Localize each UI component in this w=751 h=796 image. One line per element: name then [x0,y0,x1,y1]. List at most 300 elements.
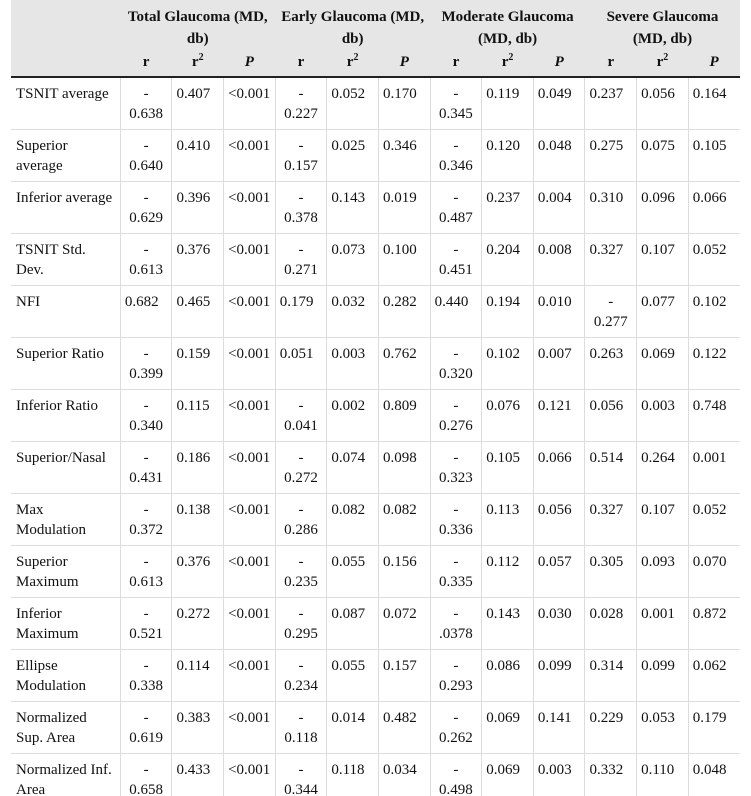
table-cell [275,442,327,494]
minus-sign: - [143,138,149,154]
table-cell: 0.003 [637,390,689,442]
minus-sign: - [298,86,304,102]
cell-magnitude: 0.286 [284,522,318,538]
table-cell: 0.052 [688,234,740,286]
cell-magnitude: 0.277 [593,314,628,330]
table-cell [430,182,482,234]
table-row [11,77,740,130]
row-label: Max Modulation [11,494,120,546]
table-cell [120,130,172,182]
table-cell [275,390,327,442]
minus-sign: - [143,242,149,258]
table-cell: 0.410 [172,130,224,182]
table-cell [430,130,482,182]
table-cell: 0.482 [378,702,430,754]
cell-magnitude: 0.271 [284,262,318,278]
table-cell: 0.272 [172,598,224,650]
row-label: TSNIT average [11,77,120,130]
table-cell: 0.056 [585,390,637,442]
table-cell [275,754,327,796]
minus-sign: - [143,450,149,466]
header-sub-r-squared-exponent: 2 [663,52,669,63]
table-cell [430,390,482,442]
header-sub-r-squared [482,50,534,77]
table-cell: 0.327 [585,494,637,546]
cell-magnitude: 0.276 [439,418,473,434]
table-cell: 0.099 [533,650,585,702]
table-cell: 0.396 [172,182,224,234]
row-label: Inferior Maximum [11,598,120,650]
table-cell: 0.119 [482,77,534,130]
cell-magnitude: 0.234 [284,678,318,694]
table-cell: 0.748 [688,390,740,442]
table-row [11,546,740,598]
table-cell: 0.157 [378,650,430,702]
cell-magnitude: 0.640 [129,158,164,174]
table-cell: 0.004 [533,182,585,234]
cell-magnitude: 0.340 [129,418,164,434]
table-row [11,650,740,702]
table-cell [275,598,327,650]
table-cell: 0.066 [688,182,740,234]
table-cell: 0.383 [172,702,224,754]
table-cell: 0.082 [327,494,379,546]
cell-magnitude: 0.344 [284,782,318,796]
cell-magnitude: 0.338 [129,678,164,694]
table-cell [430,442,482,494]
table-cell [430,754,482,796]
minus-sign: - [453,502,459,518]
table-cell [120,182,172,234]
table-cell: <0.001 [224,338,276,390]
table-cell: 0.465 [172,286,224,338]
header-group-severe: Severe Glaucoma (MD, db) [585,0,740,50]
minus-sign: - [453,346,459,362]
cell-magnitude: 0.336 [439,522,473,538]
table-cell: 0.003 [533,754,585,796]
header-group-row [11,0,740,50]
table-cell: 0.138 [172,494,224,546]
table-cell: 0.002 [327,390,379,442]
table-cell: 0.194 [482,286,534,338]
correlation-table [11,0,740,796]
cell-magnitude: 0.323 [439,470,473,486]
table-row [11,754,740,796]
table-cell [275,234,327,286]
table-cell [120,494,172,546]
minus-sign: - [143,502,149,518]
header-sub-r-squared-base: r [656,54,664,70]
header-sub-p: P [224,50,276,77]
table-cell: 0.332 [585,754,637,796]
cell-magnitude: 0.346 [439,158,473,174]
minus-sign: - [453,762,459,778]
cell-magnitude: 0.293 [439,678,473,694]
table-cell: 0.762 [378,338,430,390]
table-cell: 0.110 [637,754,689,796]
cell-magnitude: .0378 [439,626,473,642]
header-group-total: Total Glaucoma (MD, db) [120,0,275,50]
table-cell: 0.019 [378,182,430,234]
table-cell: 0.105 [688,130,740,182]
table-cell: 0.074 [327,442,379,494]
table-cell: 0.107 [637,234,689,286]
table-cell [120,234,172,286]
header-corner [11,0,120,50]
table-cell: 0.164 [688,77,740,130]
table-cell: 0.327 [585,234,637,286]
table-cell: <0.001 [224,650,276,702]
table-cell: 0.440 [430,286,482,338]
table-cell [120,546,172,598]
table-cell: 0.122 [688,338,740,390]
row-label: Superior Maximum [11,546,120,598]
table-cell [430,338,482,390]
minus-sign: - [298,398,304,414]
table-cell: 0.237 [585,77,637,130]
table-cell: 0.156 [378,546,430,598]
cell-magnitude: 0.487 [439,210,473,226]
table-cell: 0.010 [533,286,585,338]
minus-sign: - [143,762,149,778]
table-cell [430,650,482,702]
row-label: Superior average [11,130,120,182]
cell-magnitude: 0.157 [284,158,318,174]
minus-sign: - [453,606,459,622]
minus-sign: - [453,398,459,414]
table-cell [430,77,482,130]
row-label: Ellipse Modulation [11,650,120,702]
header-sub-r-squared-base: r [501,54,509,70]
minus-sign: - [298,502,304,518]
minus-sign: - [143,554,149,570]
table-cell: 0.051 [275,338,327,390]
table-cell [430,494,482,546]
table-cell: 0.001 [637,598,689,650]
table-cell [275,494,327,546]
table-cell: 0.514 [585,442,637,494]
table-cell: 0.237 [482,182,534,234]
table-cell: 0.072 [378,598,430,650]
table-cell: 0.141 [533,702,585,754]
row-label: NFI [11,286,120,338]
table-row [11,598,740,650]
table-cell: 0.159 [172,338,224,390]
minus-sign: - [143,710,149,726]
table-cell: 0.179 [275,286,327,338]
table-cell: 0.107 [637,494,689,546]
table-row [11,702,740,754]
header-group-moderate: Moderate Glaucoma (MD, db) [430,0,585,50]
minus-sign: - [298,450,304,466]
table-cell [275,182,327,234]
cell-magnitude: 0.262 [439,730,473,746]
table-cell: 0.049 [533,77,585,130]
cell-magnitude: 0.629 [129,210,164,226]
minus-sign: - [143,346,149,362]
minus-sign: - [143,398,149,414]
table-row [11,390,740,442]
table-container [11,0,740,796]
minus-sign: - [453,450,459,466]
table-cell: 0.077 [637,286,689,338]
cell-magnitude: 0.658 [129,782,164,796]
table-cell: <0.001 [224,77,276,130]
cell-magnitude: 0.372 [129,522,164,538]
table-cell: 0.070 [688,546,740,598]
table-cell [120,390,172,442]
cell-magnitude: 0.378 [284,210,318,226]
table-cell: 0.025 [327,130,379,182]
table-cell [430,598,482,650]
table-cell: 0.310 [585,182,637,234]
minus-sign: - [143,190,149,206]
minus-sign: - [298,710,304,726]
table-cell: 0.120 [482,130,534,182]
minus-sign: - [298,658,304,674]
header-sub-r: r [120,50,172,77]
cell-magnitude: 0.295 [284,626,318,642]
table-cell: 0.066 [533,442,585,494]
table-cell [275,546,327,598]
table-cell: 0.052 [688,494,740,546]
minus-sign: - [298,242,304,258]
table-cell: 0.115 [172,390,224,442]
minus-sign: - [143,658,149,674]
cell-magnitude: 0.619 [129,730,164,746]
table-cell: 0.096 [637,182,689,234]
table-cell [120,77,172,130]
table-cell: 0.143 [327,182,379,234]
minus-sign: - [453,554,459,570]
table-cell: 0.100 [378,234,430,286]
header-sub-r-squared [637,50,689,77]
table-cell [120,338,172,390]
header-sub-r-squared-base: r [191,54,199,70]
row-label: Superior Ratio [11,338,120,390]
table-cell: 0.048 [688,754,740,796]
table-cell: <0.001 [224,390,276,442]
table-cell: 0.093 [637,546,689,598]
table-cell: 0.048 [533,130,585,182]
table-cell: 0.008 [533,234,585,286]
table-cell: 0.143 [482,598,534,650]
table-cell: 0.179 [688,702,740,754]
minus-sign: - [453,242,459,258]
table-cell: 0.001 [688,442,740,494]
minus-sign: - [298,606,304,622]
row-label: TSNIT Std. Dev. [11,234,120,286]
cell-magnitude: 0.399 [129,366,164,382]
minus-sign: - [453,658,459,674]
row-label: Inferior Ratio [11,390,120,442]
table-cell [120,598,172,650]
table-cell: 0.034 [378,754,430,796]
table-cell: 0.112 [482,546,534,598]
table-cell: 0.073 [327,234,379,286]
table-cell: 0.069 [482,754,534,796]
table-row [11,286,740,338]
header-sub-p: P [378,50,430,77]
table-cell [120,754,172,796]
minus-sign: - [298,190,304,206]
table-row [11,182,740,234]
table-cell: 0.407 [172,77,224,130]
table-cell [430,702,482,754]
table-cell: 0.098 [378,442,430,494]
cell-magnitude: 0.320 [439,366,473,382]
table-cell [275,702,327,754]
table-cell: 0.069 [482,702,534,754]
table-cell: <0.001 [224,702,276,754]
table-cell: 0.229 [585,702,637,754]
cell-magnitude: 0.118 [284,730,318,746]
header-sub-r-squared-base: r [346,54,354,70]
cell-magnitude: 0.638 [129,106,164,122]
cell-magnitude: 0.613 [129,574,164,590]
table-cell [120,702,172,754]
minus-sign: - [453,190,459,206]
cell-magnitude: 0.041 [284,418,318,434]
table-header [11,0,740,77]
table-cell [275,77,327,130]
table-cell [430,546,482,598]
table-cell: <0.001 [224,130,276,182]
header-sub-r-squared [327,50,379,77]
table-cell: 0.263 [585,338,637,390]
minus-sign: - [608,294,614,310]
cell-magnitude: 0.272 [284,470,318,486]
minus-sign: - [298,138,304,154]
header-sub-r-squared [172,50,224,77]
table-cell: 0.062 [688,650,740,702]
row-label: Inferior average [11,182,120,234]
table-cell: 0.057 [533,546,585,598]
table-cell [275,130,327,182]
table-cell [120,650,172,702]
header-sub-r-squared-exponent: 2 [508,52,514,63]
table-cell: 0.275 [585,130,637,182]
table-cell: 0.007 [533,338,585,390]
table-cell: 0.055 [327,650,379,702]
table-cell: 0.030 [533,598,585,650]
table-cell: 0.003 [327,338,379,390]
table-cell: <0.001 [224,598,276,650]
minus-sign: - [453,710,459,726]
table-cell [430,234,482,286]
table-cell [120,442,172,494]
table-row [11,442,740,494]
minus-sign: - [453,86,459,102]
header-sub-p: P [533,50,585,77]
table-cell: <0.001 [224,546,276,598]
table-cell: 0.053 [637,702,689,754]
header-sub-r-squared-exponent: 2 [198,52,204,63]
cell-magnitude: 0.227 [284,106,318,122]
table-cell: 0.014 [327,702,379,754]
cell-magnitude: 0.613 [129,262,164,278]
table-cell: <0.001 [224,234,276,286]
table-cell: 0.114 [172,650,224,702]
header-sub-r-squared-exponent: 2 [353,52,359,63]
table-row [11,234,740,286]
table-cell: 0.087 [327,598,379,650]
table-cell: 0.121 [533,390,585,442]
table-cell: 0.204 [482,234,534,286]
table-cell: 0.113 [482,494,534,546]
header-sub-row [11,50,740,77]
minus-sign: - [298,554,304,570]
table-cell: 0.809 [378,390,430,442]
table-cell: 0.032 [327,286,379,338]
table-cell: 0.102 [482,338,534,390]
cell-magnitude: 0.431 [129,470,164,486]
table-cell: 0.433 [172,754,224,796]
minus-sign: - [143,606,149,622]
table-cell: 0.682 [120,286,172,338]
cell-magnitude: 0.345 [439,106,473,122]
table-cell: 0.056 [533,494,585,546]
table-cell: 0.052 [327,77,379,130]
row-label: Superior/Nasal [11,442,120,494]
minus-sign: - [143,86,149,102]
table-row [11,338,740,390]
row-label: Normalized Inf. Area [11,754,120,796]
minus-sign: - [453,138,459,154]
table-cell [275,650,327,702]
cell-magnitude: 0.451 [439,262,473,278]
table-cell: 0.186 [172,442,224,494]
table-cell: <0.001 [224,442,276,494]
row-label: Normalized Sup. Area [11,702,120,754]
header-sub-corner [11,50,120,77]
table-cell: 0.305 [585,546,637,598]
table-cell: 0.282 [378,286,430,338]
table-cell: 0.082 [378,494,430,546]
cell-magnitude: 0.521 [129,626,164,642]
minus-sign: - [298,762,304,778]
header-sub-r: r [275,50,327,77]
table-cell: 0.102 [688,286,740,338]
table-cell: 0.170 [378,77,430,130]
table-cell: 0.872 [688,598,740,650]
cell-magnitude: 0.498 [439,782,473,796]
table-cell: 0.264 [637,442,689,494]
table-cell: <0.001 [224,754,276,796]
table-cell: 0.105 [482,442,534,494]
table-cell: 0.056 [637,77,689,130]
header-group-early: Early Glaucoma (MD, db) [275,0,430,50]
table-cell [585,286,637,338]
table-cell: 0.086 [482,650,534,702]
table-cell: <0.001 [224,182,276,234]
cell-magnitude: 0.235 [284,574,318,590]
table-row [11,130,740,182]
table-cell: 0.075 [637,130,689,182]
table-cell: 0.076 [482,390,534,442]
table-cell: <0.001 [224,286,276,338]
table-cell: 0.099 [637,650,689,702]
table-cell: 0.346 [378,130,430,182]
header-sub-p: P [688,50,740,77]
table-cell: 0.118 [327,754,379,796]
table-body [11,77,740,796]
table-cell: 0.069 [637,338,689,390]
header-sub-r: r [585,50,637,77]
table-cell: 0.376 [172,234,224,286]
table-cell: 0.028 [585,598,637,650]
header-sub-r: r [430,50,482,77]
